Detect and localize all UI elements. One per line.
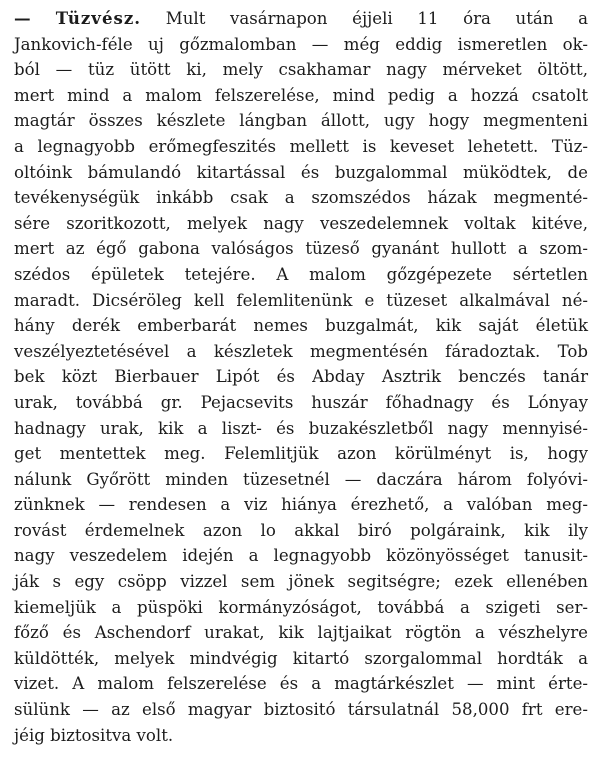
text-line-16: urak, továbbá gr. Pejacsevits huszár főhadnagy és Lónyay bbox=[14, 392, 588, 412]
text-line-13: hány derék emberbarát nemes buzgalmát, kik saját életük bbox=[14, 316, 588, 336]
text-line-1 bbox=[14, 6, 588, 32]
text-line-12: maradt. Dicséröleg kell felemlitenünk e tüzeset alkalmával né- bbox=[14, 290, 588, 310]
article-headword: Tüzvész. bbox=[55, 8, 142, 28]
text-line-28: sülünk — az első magyar biztositó társulatnál 58,000 frt ere- bbox=[14, 700, 588, 720]
text-line-19: nálunk Győrött minden tüzesetnél — daczára három folyóvi- bbox=[14, 469, 588, 489]
text-line-20: zünknek — rendesen a viz hiánya érezhető, a valóban meg- bbox=[14, 495, 588, 515]
text-line-15: bek közt Bierbauer Lipót és Abday Asztrik benczés tanár bbox=[14, 367, 588, 387]
news-clipping bbox=[14, 6, 588, 748]
text-line-23: ják s egy csöpp vizzel sem jönek segitségre; ezek ellenében bbox=[14, 572, 588, 592]
text-line-27: vizet. A malom felszerelése és a magtárkészlet — mint érte- bbox=[14, 674, 588, 694]
text-line-7: oltóink bámulandó kitartással és buzgalommal müködtek, de bbox=[14, 162, 588, 182]
text-line-26: küldötték, melyek mindvégig kitartó szorgalommal hordták a bbox=[14, 648, 588, 668]
text-line-29: jéig biztositva volt. bbox=[14, 725, 174, 745]
text-line-22: nagy veszedelem idején a legnagyobb közönyösséget tanusit- bbox=[14, 546, 588, 566]
text-line-4: mert mind a malom felszerelése, mind pedig a hozzá csatolt bbox=[14, 85, 588, 105]
text-line-9: sére szoritkozott, melyek nagy veszedelemnek voltak kitéve, bbox=[14, 213, 588, 233]
text-line-18: get mentettek meg. Felemlitjük azon körülményt is, hogy bbox=[14, 444, 588, 464]
text-line-24: kiemeljük a püspöki kormányzóságot, továbbá a szigeti ser- bbox=[14, 597, 588, 617]
text-line-8: tevékenységük inkább csak a szomszédos házak megmenté- bbox=[14, 188, 588, 208]
text-line-11: szédos épületek tetejére. A malom gőzgépezete sértetlen bbox=[14, 264, 588, 284]
text-line-14: veszélyeztetésével a készletek megmentésén fáradoztak. Tob bbox=[14, 341, 588, 361]
text-line-1-body: Mult vasárnapon éjjeli 11 óra után a bbox=[165, 9, 589, 28]
text-line-6: a legnagyobb erőmegfeszités mellett is keveset lehetett. Tüz- bbox=[14, 136, 588, 156]
text-line-17: hadnagy urak, kik a liszt- és buzakészletből nagy mennyisé- bbox=[14, 418, 588, 438]
lead-dash: — bbox=[14, 8, 56, 28]
text-line-2: Jankovich-féle uj gőzmalomban — még eddig ismeretlen ok- bbox=[14, 34, 588, 54]
text-line-3: ból — tüz ütött ki, mely csakhamar nagy mérveket öltött, bbox=[14, 60, 588, 80]
text-line-5: magtár összes készlete lángban állott, ugy hogy megmenteni bbox=[14, 111, 588, 131]
text-line-25: főző és Aschendorf urakat, kik lajtjaikat rögtön a vészhelyre bbox=[14, 623, 588, 643]
text-line-21: rovást érdemelnek azon lo akkal biró polgáraink, kik ily bbox=[14, 520, 588, 540]
text-line-10: mert az égő gabona valóságos tüzeső gyanánt hullott a szom- bbox=[14, 239, 588, 259]
